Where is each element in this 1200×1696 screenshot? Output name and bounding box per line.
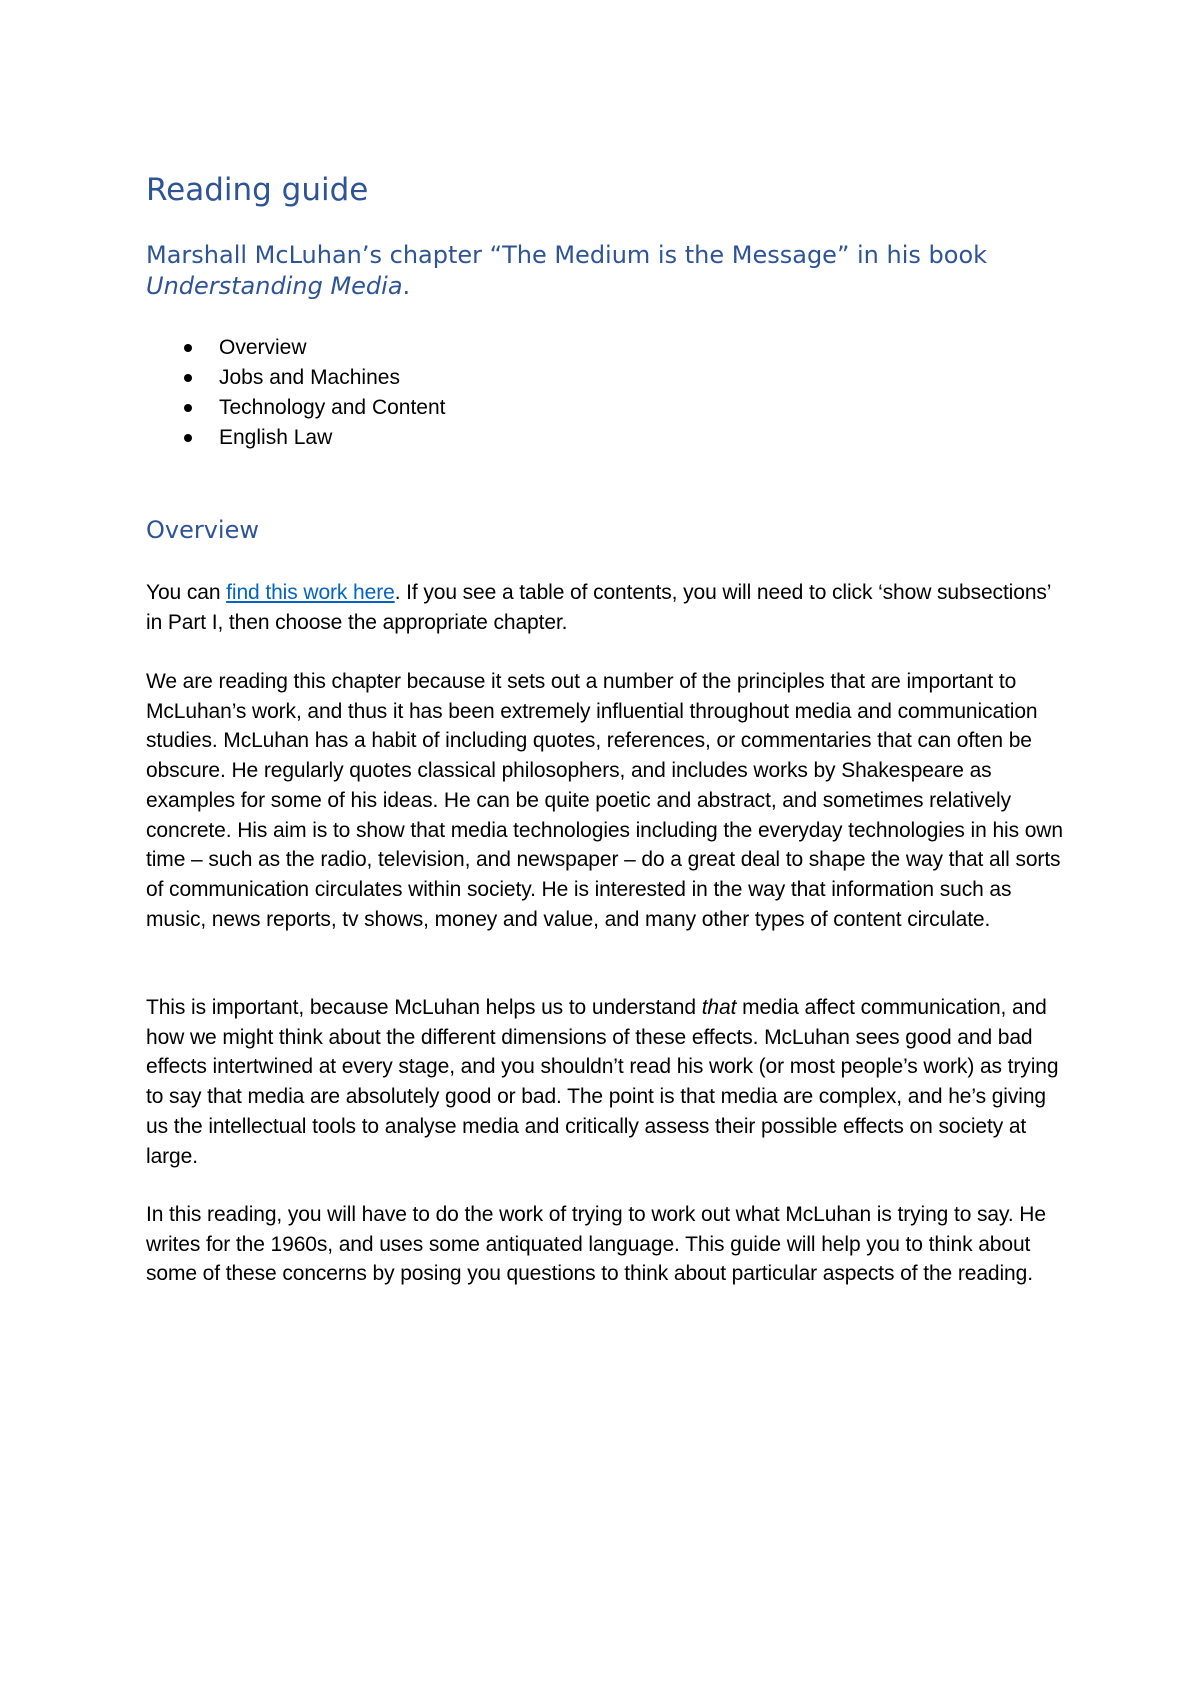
- bullet-icon: [184, 404, 192, 412]
- toc-item-label: Overview: [219, 336, 307, 359]
- document-title: Reading guide: [146, 172, 369, 208]
- table-of-contents: [184, 333, 446, 453]
- subtitle-period: .: [402, 272, 411, 300]
- toc-item-label: Technology and Content: [219, 396, 446, 419]
- paragraph-text: You can: [146, 581, 227, 604]
- subtitle-text: Marshall McLuhan’s chapter “The Medium is the Message” in his book: [146, 241, 988, 269]
- toc-item-label: English Law: [219, 426, 333, 449]
- toc-item-overview: [184, 333, 446, 363]
- paragraph-why-reading: We are reading this chapter because it sets out a number of the principles that are important to McLuhan’s work, and thus it has been extremely influential throughout media and communication studies. McLuhan has a habit of including quotes, references, or commentaries that can often be obscure. He regularly quotes classical philosophers, and includes works by Shakespeare as examples for some of his ideas. He can be quite poetic and abstract, and sometimes relatively concrete. His aim is to show that media technologies including the everyday technologies in his own time – such as the radio, television, and newspaper – do a great deal to shape the way that all sorts of communication circulates within society. He is interested in the way that information such as music, news reports, tv shows, money and value, and many other types of content circulate.: [146, 670, 1063, 931]
- subtitle-book-title: Understanding Media: [146, 272, 403, 300]
- document-subtitle: [146, 240, 1046, 302]
- paragraph-access-instructions: [146, 578, 1066, 637]
- bullet-icon: [184, 344, 192, 352]
- paragraph-reading-approach: In this reading, you will have to do the work of trying to work out what McLuhan is trying to say. He writes for the 1960s, and uses some antiquated language. This guide will help you to think about some of these concerns by posing you questions to think about particular aspects of the reading.: [146, 1203, 1046, 1286]
- paragraph-text: media affect communication, and how we might think about the different dimensions of these effects. McLuhan sees good and bad effects intertwined at every stage, and you shouldn’t read his work (or most people’s work) as trying to say that media are absolutely good or bad. The point is that media are complex, and he’s giving us the intellectual tools to analyse media and critically assess their possible effects on society at large.: [146, 996, 1059, 1168]
- toc-item-english-law: [184, 423, 446, 453]
- bullet-icon: [184, 374, 192, 382]
- toc-item-jobs-and-machines: [184, 363, 446, 393]
- emphasis-that: that: [701, 996, 737, 1019]
- bullet-icon: [184, 434, 192, 442]
- paragraph-text: . If you see a table of contents, you will need to click ‘show subsections’ in Part I, then choose the appropriate chapter.: [146, 581, 1051, 634]
- toc-item-label: Jobs and Machines: [219, 366, 400, 389]
- paragraph-importance: [146, 993, 1066, 1171]
- section-heading-overview: Overview: [146, 516, 259, 544]
- toc-item-technology-and-content: [184, 393, 446, 423]
- find-work-link[interactable]: find this work here: [226, 581, 395, 604]
- paragraph-text: This is important, because McLuhan helps us to understand: [146, 996, 702, 1019]
